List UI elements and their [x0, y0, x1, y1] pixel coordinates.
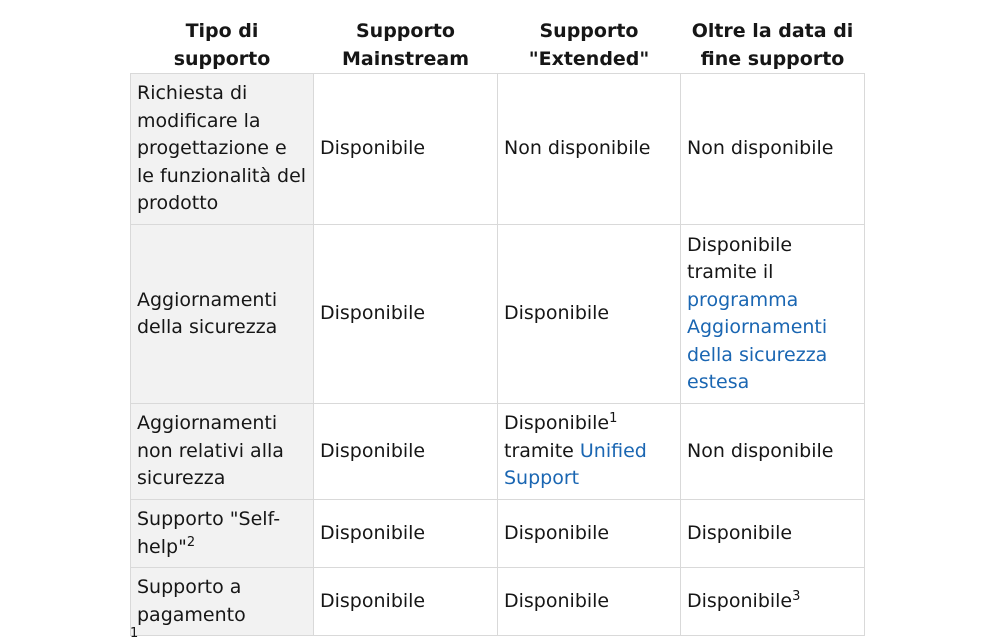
- support-lifecycle-table: [130, 16, 865, 636]
- beyond-cell: Non disponibile: [681, 404, 865, 500]
- footnote-ref-3: 3: [792, 588, 801, 604]
- table-row: [131, 568, 865, 636]
- row-type-cell: Richiesta di modificare la progettazione e le funzionalità del prodotto: [131, 74, 314, 225]
- header-beyond-end: Oltre la data di fine supporto: [691, 20, 854, 70]
- row-type-cell: Supporto a pagamento: [131, 568, 314, 636]
- extended-mid-text: tramite: [504, 439, 574, 462]
- extended-cell: Disponibile: [498, 500, 681, 568]
- footnote-ref-1: 1: [609, 411, 618, 427]
- footnote-marker: 1: [130, 626, 139, 637]
- table-row: [131, 404, 865, 500]
- row-type-cell: [131, 500, 314, 568]
- esu-program-link[interactable]: programma Aggiornamenti della sicurezza estesa: [687, 288, 828, 393]
- extended-cell: Disponibile: [498, 225, 681, 404]
- beyond-cell: Disponibile: [681, 500, 865, 568]
- extended-cell: [498, 404, 681, 500]
- row-type-cell: Aggiornamenti non relativi alla sicurezza: [131, 404, 314, 500]
- extended-cell: Non disponibile: [498, 74, 681, 225]
- mainstream-cell: Disponibile: [314, 404, 498, 500]
- table-row: [131, 225, 865, 404]
- mainstream-cell: Disponibile: [314, 74, 498, 225]
- header-mainstream: Supporto Mainstream: [341, 20, 470, 70]
- extended-cell: Disponibile: [498, 568, 681, 636]
- table-row: [131, 74, 865, 225]
- mainstream-cell: Disponibile: [314, 225, 498, 404]
- beyond-text: Disponibile: [687, 589, 793, 612]
- mainstream-cell: Disponibile: [314, 568, 498, 636]
- extended-text: Disponibile: [504, 412, 610, 435]
- header-support-type: Tipo di supporto: [173, 20, 271, 70]
- beyond-cell: Non disponibile: [681, 74, 865, 225]
- unified-support-link[interactable]: Unified Support: [504, 439, 647, 490]
- beyond-cell: [681, 225, 865, 404]
- beyond-cell: [681, 568, 865, 636]
- beyond-text: Disponibile tramite il: [687, 233, 793, 283]
- row-type-text: Supporto "Self-help": [137, 508, 281, 558]
- table-row: [131, 500, 865, 568]
- mainstream-cell: Disponibile: [314, 500, 498, 568]
- table-header-row: [131, 16, 865, 74]
- row-type-cell: Aggiornamenti della sicurezza: [131, 225, 314, 404]
- footnote-ref-2: 2: [186, 534, 196, 550]
- header-extended: Supporto "Extended": [528, 20, 650, 70]
